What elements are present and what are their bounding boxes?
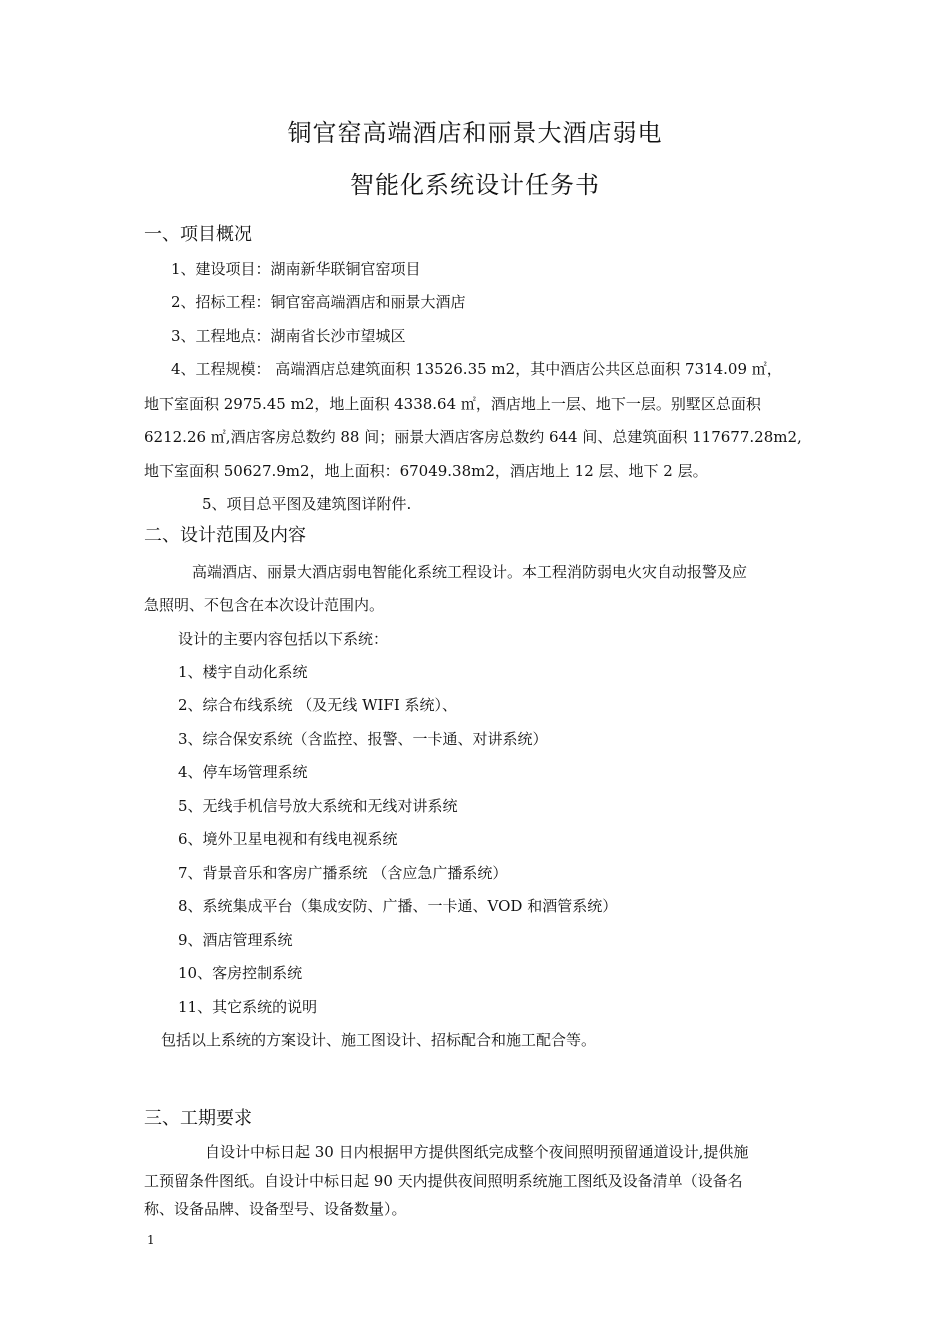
system-item-4: 4、停车场管理系统 [178,763,308,781]
project-line-6: 6212.26 ㎡,酒店客房总数约 88 间；丽景大酒店客房总数约 644 间、总建筑面积 117677.28m2, [144,428,802,446]
system-item-2: 2、综合布线系统 （及无线 WIFI 系统）、 [178,696,458,714]
project-line-4: 4、工程规模： 高端酒店总建筑面积 13526.35 m2，其中酒店公共区总面积 7314.09 ㎡， [171,360,782,378]
schedule-line-2: 工预留条件图纸。自设计中标日起 90 天内提供夜间照明系统施工图纸及设备清单（设备名 [144,1172,743,1190]
system-item-1: 1、楼宇自动化系统 [178,663,308,681]
project-line-2: 2、招标工程：铜官窑高端酒店和丽景大酒店 [171,293,466,311]
project-line-1: 1、建设项目：湖南新华联铜官窑项目 [171,260,421,278]
scope-closing: 包括以上系统的方案设计、施工图设计、招标配合和施工配合等。 [161,1031,597,1049]
section2-heading: 二、设计范围及内容 [144,525,306,546]
system-item-5: 5、无线手机信号放大系统和无线对讲系统 [178,797,458,815]
scope-intro-line-2: 急照明、不包含在本次设计范围内。 [144,596,385,614]
schedule-line-1: 自设计中标日起 30 日内根据甲方提供图纸完成整个夜间照明预留通道设计,提供施 [205,1143,749,1161]
scope-intro-line-1: 高端酒店、丽景大酒店弱电智能化系统工程设计。本工程消防弱电火灾自动报警及应 [192,563,748,581]
system-item-6: 6、境外卫星电视和有线电视系统 [178,830,398,848]
system-item-7: 7、背景音乐和客房广播系统 （含应急广播系统） [178,864,508,882]
document-title-line1: 铜官窑高端酒店和丽景大酒店弱电 [287,119,663,147]
project-line-3: 3、工程地点：湖南省长沙市望城区 [171,327,406,345]
system-item-3: 3、综合保安系统（含监控、报警、一卡通、对讲系统） [178,730,548,748]
section1-heading: 一、项目概况 [144,224,252,245]
project-line-8: 5、项目总平图及建筑图详附件. [202,495,412,513]
schedule-line-3: 称、设备品牌、设备型号、设备数量）。 [144,1200,407,1218]
system-item-8: 8、系统集成平台（集成安防、广播、一卡通、VOD 和酒管系统） [178,897,618,915]
systems-intro: 设计的主要内容包括以下系统： [178,630,389,648]
project-line-5: 地下室面积 2975.45 m2，地上面积 4338.64 ㎡，酒店地上一层、地下一层。别墅区总面积 [144,395,761,413]
system-item-10: 10、客房控制系统 [178,964,303,982]
section3-heading: 三、工期要求 [144,1108,252,1129]
system-item-9: 9、酒店管理系统 [178,931,293,949]
project-line-7: 地下室面积 50627.9m2，地上面积：67049.38m2，酒店地上 12 层、地下 2 层。 [144,462,708,480]
page-number: 1 [147,1233,155,1247]
document-title-line2: 智能化系统设计任务书 [350,171,600,199]
system-item-11: 11、其它系统的说明 [178,998,318,1016]
